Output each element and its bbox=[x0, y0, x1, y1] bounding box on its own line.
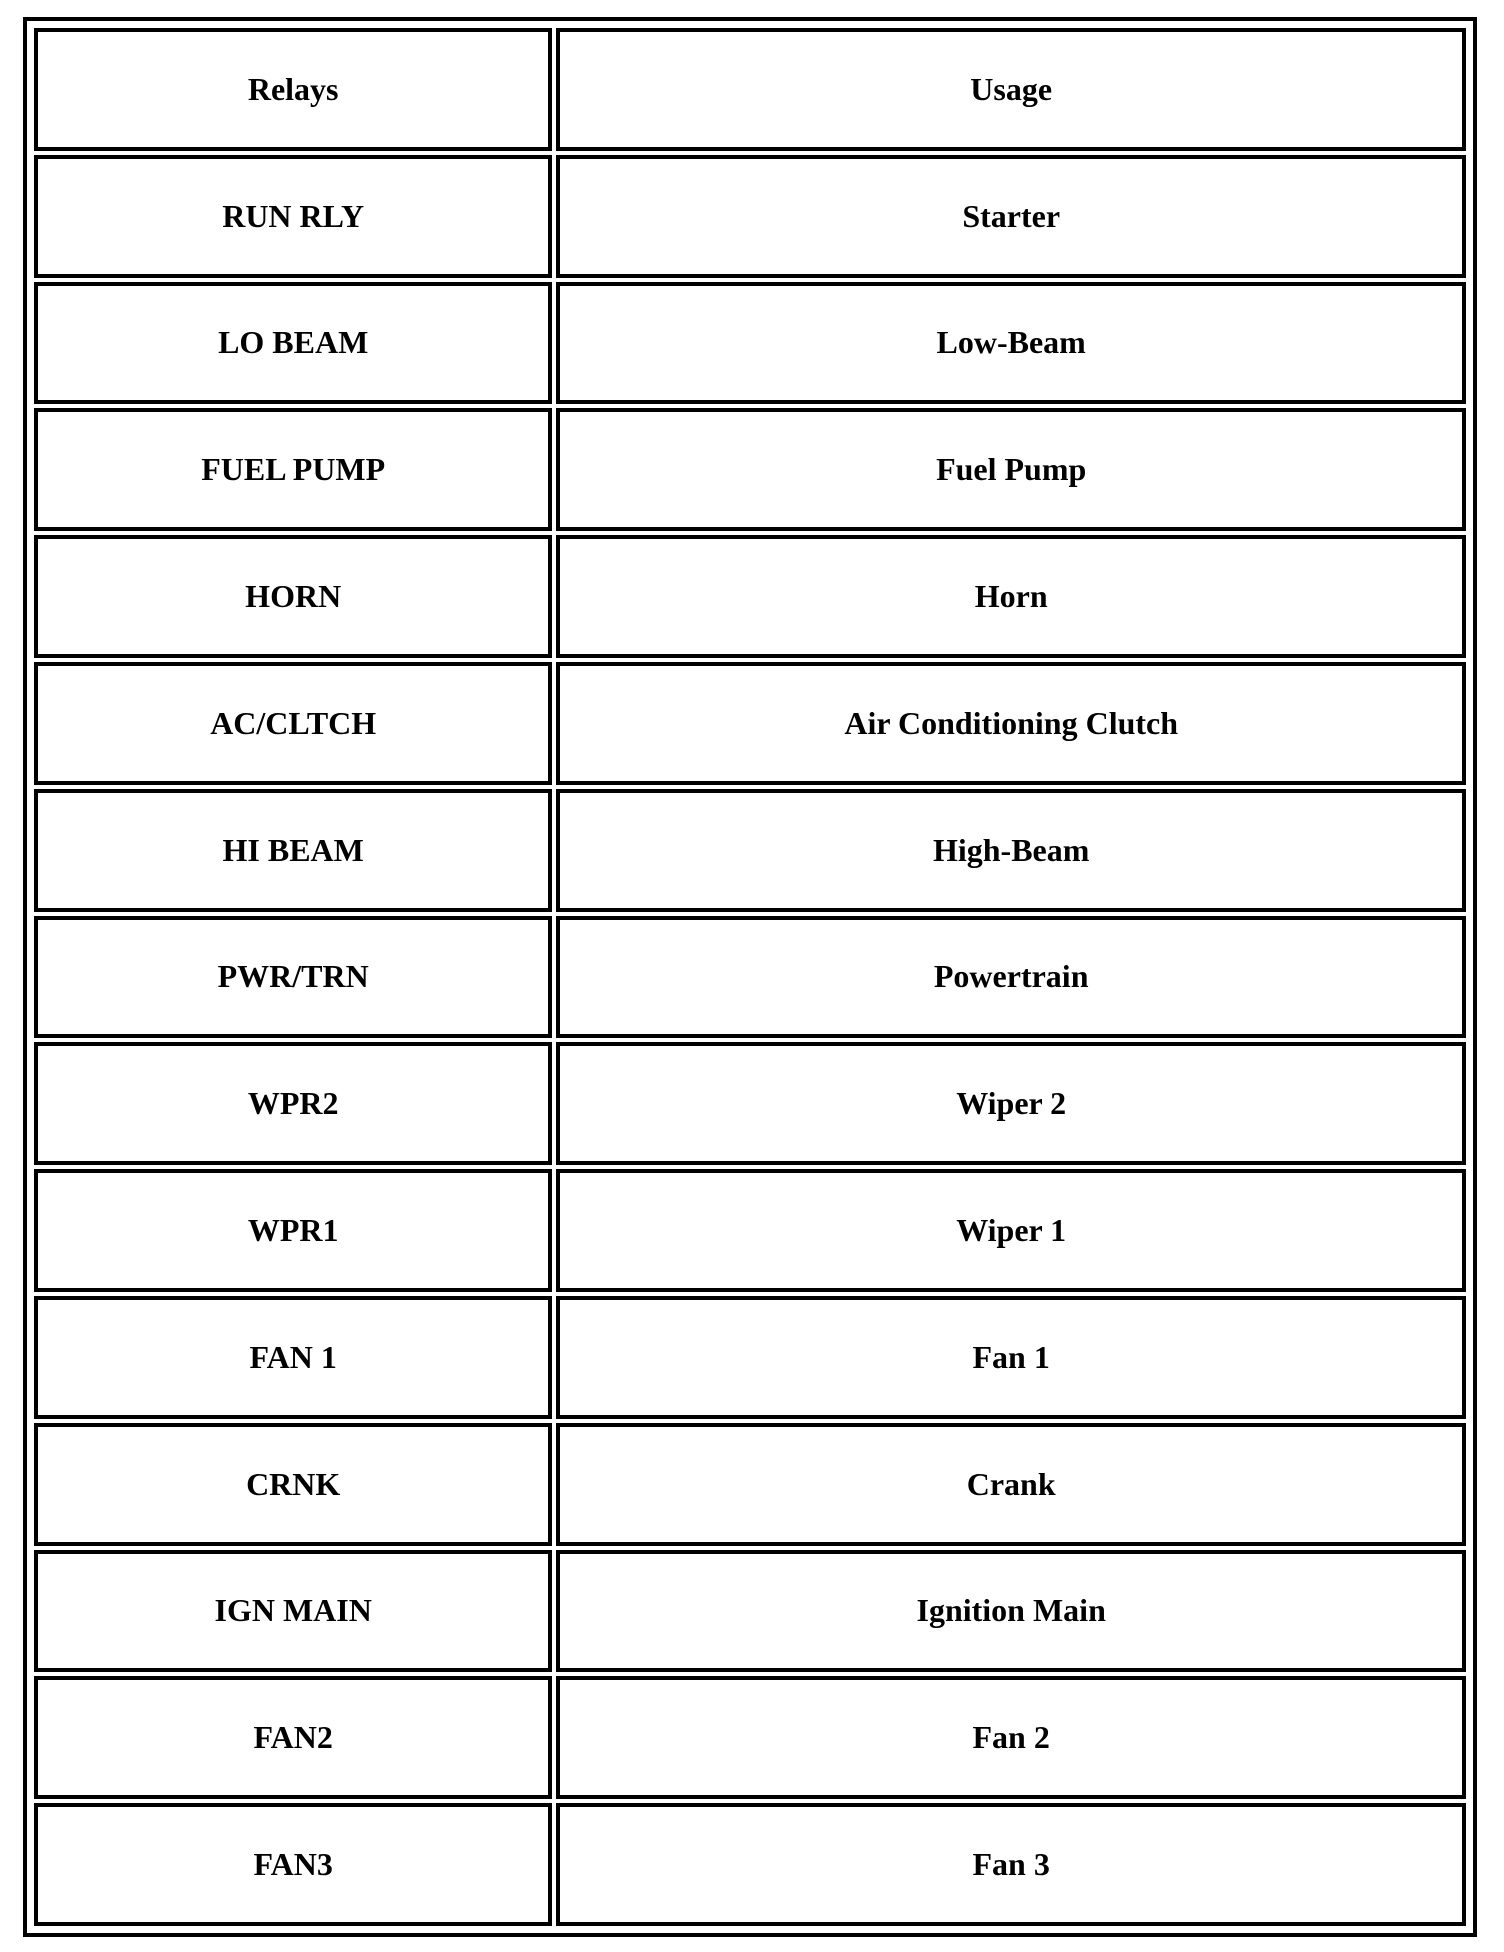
relay-cell: PWR/TRN bbox=[34, 916, 552, 1039]
table-row bbox=[34, 155, 1466, 278]
table-row bbox=[34, 1296, 1466, 1419]
usage-cell: High-Beam bbox=[556, 789, 1466, 912]
relay-cell: WPR1 bbox=[34, 1169, 552, 1292]
relay-cell: AC/CLTCH bbox=[34, 662, 552, 785]
table-row bbox=[34, 1550, 1466, 1673]
usage-cell: Ignition Main bbox=[556, 1550, 1466, 1673]
usage-cell: Fan 1 bbox=[556, 1296, 1466, 1419]
usage-cell: Fan 2 bbox=[556, 1676, 1466, 1799]
table-row bbox=[34, 535, 1466, 658]
usage-cell: Low-Beam bbox=[556, 282, 1466, 405]
table-row bbox=[34, 408, 1466, 531]
relay-cell: HI BEAM bbox=[34, 789, 552, 912]
relay-cell: LO BEAM bbox=[34, 282, 552, 405]
usage-cell: Crank bbox=[556, 1423, 1466, 1546]
table-header-row bbox=[34, 28, 1466, 151]
relay-cell: FAN2 bbox=[34, 1676, 552, 1799]
relay-cell: WPR2 bbox=[34, 1042, 552, 1165]
table-row bbox=[34, 1169, 1466, 1292]
usage-cell: Horn bbox=[556, 535, 1466, 658]
table-row bbox=[34, 662, 1466, 785]
relay-cell: FUEL PUMP bbox=[34, 408, 552, 531]
header-usage: Usage bbox=[556, 28, 1466, 151]
relay-cell: IGN MAIN bbox=[34, 1550, 552, 1673]
table-row bbox=[34, 1803, 1466, 1926]
usage-cell: Air Conditioning Clutch bbox=[556, 662, 1466, 785]
table-row bbox=[34, 1676, 1466, 1799]
usage-cell: Wiper 2 bbox=[556, 1042, 1466, 1165]
table-row bbox=[34, 916, 1466, 1039]
relay-cell: HORN bbox=[34, 535, 552, 658]
table-row bbox=[34, 1042, 1466, 1165]
usage-cell: Starter bbox=[556, 155, 1466, 278]
table-row bbox=[34, 282, 1466, 405]
usage-cell: Fan 3 bbox=[556, 1803, 1466, 1926]
table-row bbox=[34, 1423, 1466, 1546]
table-row bbox=[34, 789, 1466, 912]
relay-table-frame bbox=[23, 17, 1477, 1937]
relay-cell: FAN 1 bbox=[34, 1296, 552, 1419]
usage-cell: Fuel Pump bbox=[556, 408, 1466, 531]
relay-cell: CRNK bbox=[34, 1423, 552, 1546]
relay-usage-table bbox=[30, 24, 1470, 1930]
header-relays: Relays bbox=[34, 28, 552, 151]
usage-cell: Powertrain bbox=[556, 916, 1466, 1039]
usage-cell: Wiper 1 bbox=[556, 1169, 1466, 1292]
relay-cell: RUN RLY bbox=[34, 155, 552, 278]
relay-cell: FAN3 bbox=[34, 1803, 552, 1926]
